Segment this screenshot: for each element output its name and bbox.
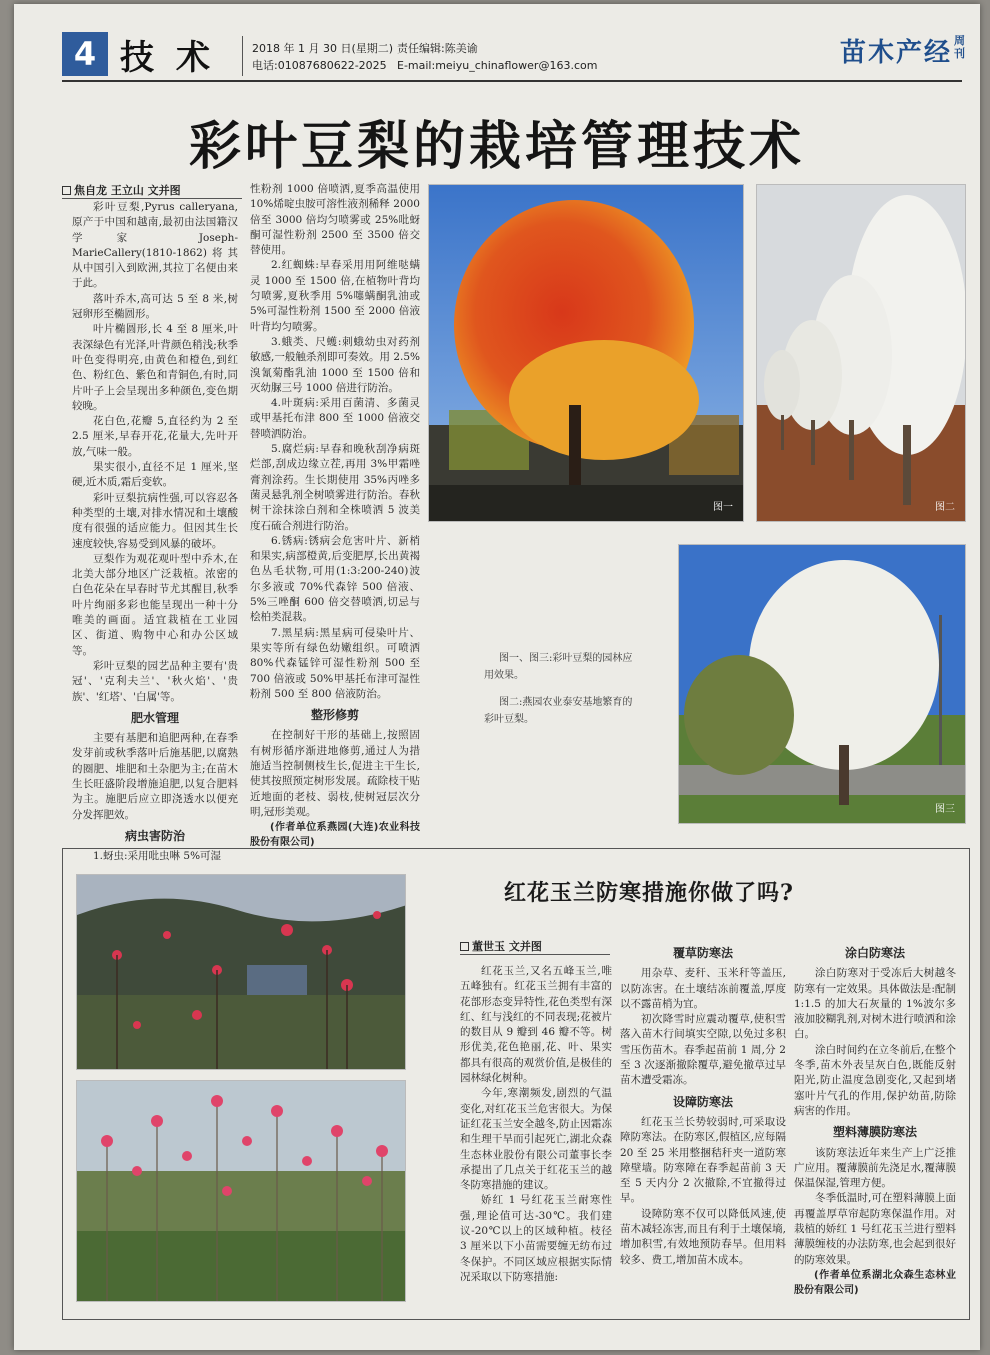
byline-rule bbox=[62, 198, 242, 199]
subheading-prune: 整形修剪 bbox=[310, 708, 359, 723]
article1-headline: 彩叶豆梨的栽培管理技术 bbox=[188, 116, 805, 177]
caption-1: 图一、图三:彩叶豆梨的园林应用效果。 bbox=[484, 653, 633, 681]
subheading-pest: 病虫害防治 bbox=[124, 828, 185, 843]
editor-email: E-mail:meiyu_chinaflower@163.com bbox=[397, 59, 598, 72]
subheading-film: 塑料薄膜防寒法 bbox=[832, 1125, 917, 1140]
brand-subtitle: 周刊 bbox=[954, 34, 965, 60]
article2-headline: 红花玉兰防寒措施你做了吗? bbox=[504, 880, 794, 906]
article2-column-1: 红花玉兰,又名五峰玉兰,唯五峰独有。红花玉兰拥有丰富的花部形态变异特性,花色类型有深红、红与浅红的不同表现;花被片的数目从 9 瓣到 46 瓣不等。树形优美,花色艳丽,花、叶、果实都具有很高的观赏价值,是极佳的园林绿化树种。 今年,寒潮频发,剧烈的气温变化,对红花玉兰危害很大。为保证红花玉兰安全越冬,防止因霜冻和生理干旱而引起死亡,湖北众森生态林业股份有限公司董事长李承提出了几点关于红花玉兰的越冬防寒措施的建议。 娇红 1 号红花玉兰耐寒性强,理论值可达-30℃。我们建议-20℃以上的区域种植。枝径 3 厘米以下小苗需要缠无纺布过冬保护。不同区域应根据实际情况采取以下防寒措施: bbox=[460, 965, 612, 1283]
article1-author: (作者单位系燕园(大连)农业科技股份有限公司) bbox=[250, 822, 420, 849]
photo-magnolia-nursery bbox=[76, 1080, 406, 1302]
editor-name: 责任编辑:陈美谕 bbox=[397, 42, 478, 55]
subheading-fertilizer: 肥水管理 bbox=[130, 710, 179, 725]
photo-white-tree-street-image bbox=[679, 545, 966, 824]
photo-magnolia-hillside-image bbox=[77, 875, 406, 1070]
article2-author: (作者单位系湖北众森生态林业股份有限公司) bbox=[794, 1269, 956, 1297]
photo-red-autumn-tree bbox=[428, 184, 744, 522]
photo-label-3: 图三 bbox=[935, 804, 955, 815]
article1-byline: 焦自龙 王立山 文并图 bbox=[62, 182, 181, 198]
phone-number: 电话:01087680622-2025 bbox=[252, 59, 387, 72]
byline-box-icon bbox=[460, 942, 469, 951]
photo-white-flowering-trees bbox=[756, 184, 966, 522]
page-header bbox=[62, 26, 965, 78]
article2-column-3: 涂白防寒法 涂白防寒对于受冻后大树越冬防寒有一定效果。具体做法是:配制 1:1.5 的加大石灰量的 1%波尔多液加胶糊乳剂,对树木进行喷洒和涂白。 涂白时间约在立冬前后,在整个冬季,苗木外表呈灰白色,既能反射阳光,防止温度急剧变化,又起到堵塞叶片气孔的作用,保护幼苗,防除病害的作用。 塑料薄膜防寒法 该防寒法近年来生产上广泛推广应用。覆薄膜前先浇足水,覆薄膜保温保湿,管理方便。 冬季低温时,可在塑料薄膜上面再覆盖厚草帘起防寒保温作用。对栽植的娇红 1 号红花玉兰进行塑料薄膜缠枝的办法防寒,也会起到很好的防寒效果。 (作者单位系湖北众森生态林业股份有限公司) bbox=[794, 940, 956, 1299]
caption-2: 图二:燕园农业泰安基地繁育的彩叶豆梨。 bbox=[484, 697, 633, 725]
photo-red-tree-image bbox=[429, 185, 744, 522]
subheading-paint: 涂白防寒法 bbox=[844, 946, 905, 960]
article2-column-2: 覆草防寒法 用杂草、麦秆、玉米秆等盖压,以防冻害。在土壤结冻前覆盖,厚度以不露苗梢为宜。 初次降雪时应震动覆草,使积雪落入苗木行间填实空隙,以免过多积雪压伤苗木。春季起苗前 1 周,分 2 至 3 次逐渐撤除覆草,避免撤草过早苗木遭受霜冻。 设障防寒法 红花玉兰长势较弱时,可采取设障防寒法。在防寒区,假植区,应每隔 20 至 25 米用整捆秸秆夹一道防寒障壁墙。防寒障在春季起苗前 3 天至 5 天内分 2 次撤除,不宜撤得过早。 设障防寒不仅可以降低风速,使苗木减轻冻害,而且有利于土壤保墒,增加积雪,有效地预防春旱。但用料较多、费工,增加苗木成本。 bbox=[620, 946, 786, 1266]
newspaper-page bbox=[14, 4, 980, 1350]
byline-box-icon bbox=[62, 186, 71, 195]
header-editor-email bbox=[397, 40, 597, 74]
page-number: 4 bbox=[62, 32, 108, 76]
issue-date: 2018 年 1 月 30 日(星期二) bbox=[252, 42, 394, 55]
header-divider bbox=[242, 36, 243, 76]
subheading-cover: 覆草防寒法 bbox=[672, 946, 733, 960]
photo-label-1: 图一 bbox=[713, 502, 733, 513]
article2-byline-rule bbox=[460, 954, 610, 955]
header-date-phone bbox=[252, 40, 393, 74]
article1-column-2: 性粉剂 1000 倍喷洒,夏季高温使用 10%烯啶虫胺可溶性液剂稀释 2000 倍至 3000 倍均匀喷雾或 25%吡蚜酮可湿性粉剂 2500 至 3500 倍交替使用。 2.红蜘蛛:早春采用用阿维哒螨灵 1000 至 1500 倍,在植物叶背均匀喷雾,夏秋季用 5%噻螨酮乳油或 5%可湿性粉剂 1500 至 2000 倍液叶背均匀喷雾。 3.蛾类、尺蠖:刺蛾幼虫对药剂敏感,一般触杀剂即可奏效。用 2.5%溴氰菊酯乳油 1000 至 1500 倍和灭幼脲三号 1000 倍进行防治。 4.叶斑病:采用百菌清、多菌灵或甲基托布津 800 至 1000 倍液交替喷洒防治。 5.腐烂病:早春和晚秋刮净病斑烂部,刮成边缘立茬,再用 3%甲霜唑膏剂涂药。生长期使用 35%丙唑多菌灵悬乳剂全树喷雾进行防治。春秋树干涂抹涂白剂和全株喷洒 5 波美度石硫合剂进行防治。 6.锈病:锈病会危害叶片、新梢和果实,病部橙黄,后变肥厚,长出黄褐色丛毛状物,可用(1:3:200-240)波尔多液或 70%代森锌 500 倍液、5%三唑酮 600 倍交替喷洒,切忌与桧柏类混栽。 7.黑星病:黑星病可侵染叶片、果实等所有绿色幼嫩组织。可喷洒 80%代森锰锌可湿性粉剂 500 至 700 倍液或 50%甲基托布津可湿性粉剂 500 至 800 倍液防治。 整形修剪 在控制好干形的基础上,按照固有树形循序渐进地修剪,通过人为措施适当控制侧枝生长,促进主干生长,使其按照预定树形发展。疏除枝干贴近地面的老枝、弱枝,使树冠层次分明,冠形美观。 (作者单位系燕园(大连)农业科技股份有限公司) bbox=[250, 182, 420, 851]
article1-column-1: 彩叶豆梨,Pyrus calleryana,原产于中国和越南,最初由法国籍汉学家 Joseph-MarieCallery(1810-1862)将其从中国引入到欧洲,其拉丁名便由来于此。 落叶乔木,高可达 5 至 8 米,树冠卵形至椭圆形。 叶片椭圆形,长 4 至 8 厘米,叶表深绿色有光泽,叶背颜色稍浅;秋季叶色变得明亮,由黄色和橙色,到红色、粉红色、紫色和青铜色,有时,同片叶子上会呈现出多种颜色,变色期较晚。 花白色,花瓣 5,直径约为 2 至 2.5 厘米,早春开花,花量大,先叶开放,气味一般。 果实很小,直径不足 1 厘米,坚硬,近木质,霜后变软。 彩叶豆梨抗病性强,可以容忍各种类型的土壤,对排水情况和土壤酸度有很强的适应能力。但因其生长速度较快,容易受到风暴的破坏。 豆梨作为观花观叶型中乔木,在北美大部分地区广泛栽植。浓密的白色花朵在早春时节尤其醒目,秋季叶片绚丽多彩也能呈现出一种十分唯美的画面。适宜栽植在工业园区、街道、购物中心和办公区域等。 彩叶豆梨的园艺品种主要有'贵冠'、'克利夫兰'、'秋火焰'、'贵族'、'红塔'、'白属'等。 肥水管理 主要有基肥和追肥两种,在春季发芽前或秋季落叶后施基肥,以腐熟的圈肥、堆肥和土杂肥为主;在苗木生长旺盛阶段增施追肥,以复合肥料为主。施肥后应立即浇透水以便充分发挥肥效。 病虫害防治 1.蚜虫:采用吡虫啉 5%可湿 bbox=[72, 201, 238, 863]
subheading-barrier: 设障防寒法 bbox=[672, 1094, 733, 1109]
photo-captions bbox=[484, 650, 634, 738]
brand-logo: 苗木产经 bbox=[839, 38, 952, 68]
photo-white-tree-street bbox=[678, 544, 966, 824]
photo-magnolia-nursery-image bbox=[77, 1081, 406, 1302]
photo-white-trees-image bbox=[757, 185, 966, 522]
article2-byline: 董世玉 文并图 bbox=[460, 938, 542, 954]
photo-label-2: 图二 bbox=[935, 502, 955, 513]
header-rule bbox=[62, 80, 962, 82]
photo-magnolia-hillside bbox=[76, 874, 406, 1070]
section-title: 技术 bbox=[120, 38, 232, 78]
